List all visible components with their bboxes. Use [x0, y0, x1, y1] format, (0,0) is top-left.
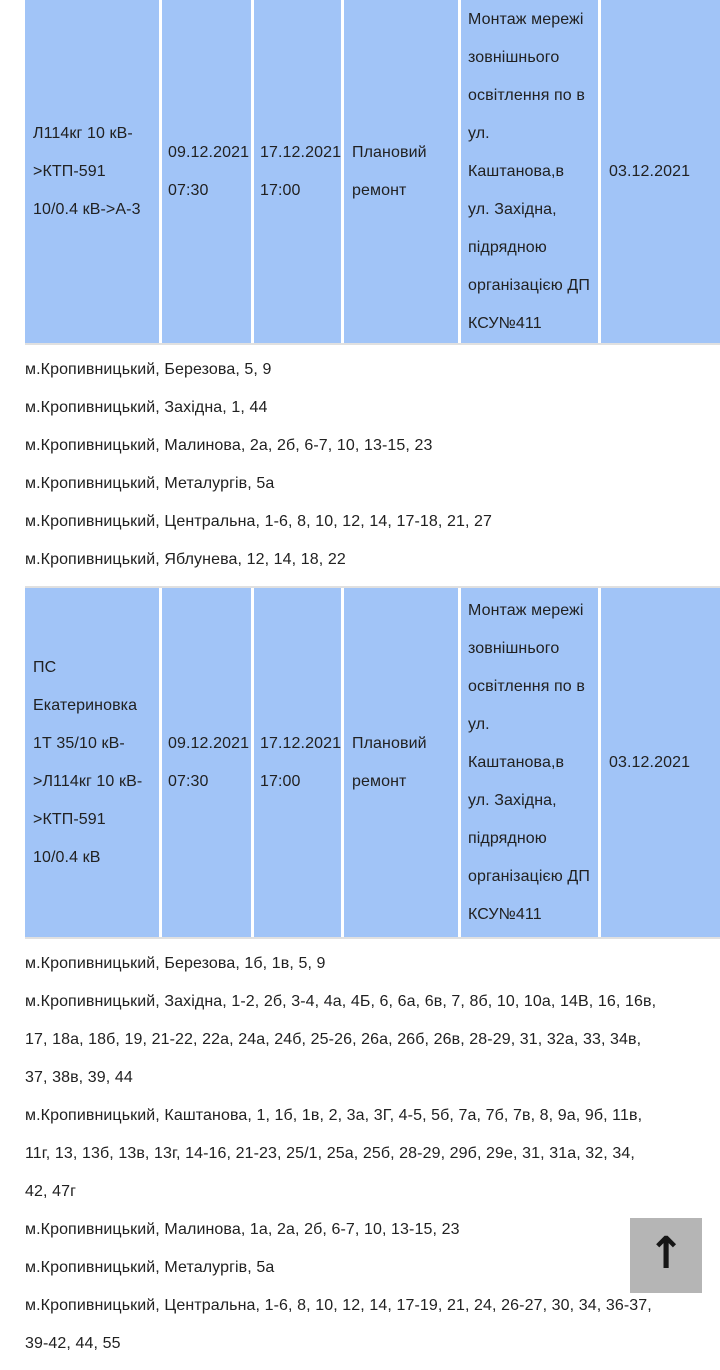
address-line: м.Кропивницький, Малинова, 1а, 2а, 2б, 6-7, 10, 13-15, 23	[25, 1221, 460, 1238]
work-type-cell	[344, 0, 458, 343]
address-line: м.Кропивницький, Березова, 1б, 1в, 5, 9	[25, 955, 326, 972]
start-datetime-cell	[162, 0, 251, 343]
outage-row-2	[25, 586, 720, 939]
reason-cell	[461, 588, 598, 937]
address-line: м.Кропивницький, Металургів, 5а	[25, 1259, 275, 1276]
circuit-cell	[25, 588, 159, 937]
reason-cell	[461, 0, 598, 343]
end-datetime-text: 17.12.2021 17:00	[260, 734, 342, 790]
address-line: м.Кропивницький, Центральна, 1-6, 8, 10, 12, 14, 17-19, 21, 24, 26-27, 30, 34, 36-37, 39-42, 44, 55	[25, 1297, 652, 1352]
address-line: м.Кропивницький, Яблунева, 12, 14, 18, 22	[25, 551, 346, 568]
end-datetime-cell	[254, 588, 341, 937]
scroll-to-top-button[interactable]	[630, 1218, 702, 1293]
end-datetime-text: 17.12.2021 17:00	[260, 143, 342, 199]
reason-text: Монтаж мережі зовнішнього освітлення по в ул. Каштанова,в ул. Західна, підрядною організацією ДП КСУ№411	[468, 10, 590, 332]
circuit-text: Л114кг 10 кВ->КТП-591 10/0.4 кВ->А-3	[33, 124, 141, 218]
work-type-cell	[344, 588, 458, 937]
circuit-text: ПС Екатериновка 1Т 35/10 кВ->Л114кг 10 кВ->КТП-591 10/0.4 кВ	[33, 658, 143, 866]
address-line: м.Кропивницький, Каштанова, 1, 1б, 1в, 2, 3а, 3Г, 4-5, 5б, 7а, 7б, 7в, 8, 9а, 9б, 11в, 11г, 13, 13б, 13в, 13г, 14-16, 21-23, 25/1, 25а, 25б, 28-29, 29б, 29е, 31, 31а, 32, 34, 42, 47г	[25, 1107, 643, 1200]
address-line: м.Кропивницький, Металургів, 5а	[25, 475, 275, 492]
published-date-cell	[601, 588, 720, 937]
address-line: м.Кропивницький, Центральна, 1-6, 8, 10, 12, 14, 17-18, 21, 27	[25, 513, 493, 530]
circuit-cell	[25, 0, 159, 343]
address-list-2	[0, 939, 720, 1370]
address-line: м.Кропивницький, Західна, 1, 44	[25, 399, 268, 416]
end-datetime-cell	[254, 0, 341, 343]
address-line: м.Кропивницький, Березова, 5, 9	[25, 361, 272, 378]
outage-row-1	[25, 0, 720, 345]
published-date-cell	[601, 0, 720, 343]
work-type-text: Плановий ремонт	[352, 734, 427, 790]
up-arrow-icon: ↑	[647, 1227, 685, 1279]
address-line: м.Кропивницький, Малинова, 2а, 2б, 6-7, 10, 13-15, 23	[25, 437, 433, 454]
work-type-text: Плановий ремонт	[352, 143, 427, 199]
start-datetime-text: 09.12.2021 07:30	[168, 143, 250, 199]
address-list-1	[0, 345, 720, 586]
published-date-text: 03.12.2021	[609, 162, 691, 180]
address-line: м.Кропивницький, Західна, 1-2, 2б, 3-4, 4а, 4Б, 6, 6а, 6в, 7, 8б, 10, 10а, 14В, 16, 16в, 17, 18а, 18б, 19, 21-22, 22а, 24а, 24б, 25-26, 26а, 26б, 26в, 28-29, 31, 32а, 33, 34в, 37, 38в, 39, 44	[25, 993, 657, 1086]
start-datetime-cell	[162, 588, 251, 937]
published-date-text: 03.12.2021	[609, 753, 691, 771]
reason-text: Монтаж мережі зовнішнього освітлення по в ул. Каштанова,в ул. Західна, підрядною організацією ДП КСУ№411	[468, 601, 590, 923]
start-datetime-text: 09.12.2021 07:30	[168, 734, 250, 790]
